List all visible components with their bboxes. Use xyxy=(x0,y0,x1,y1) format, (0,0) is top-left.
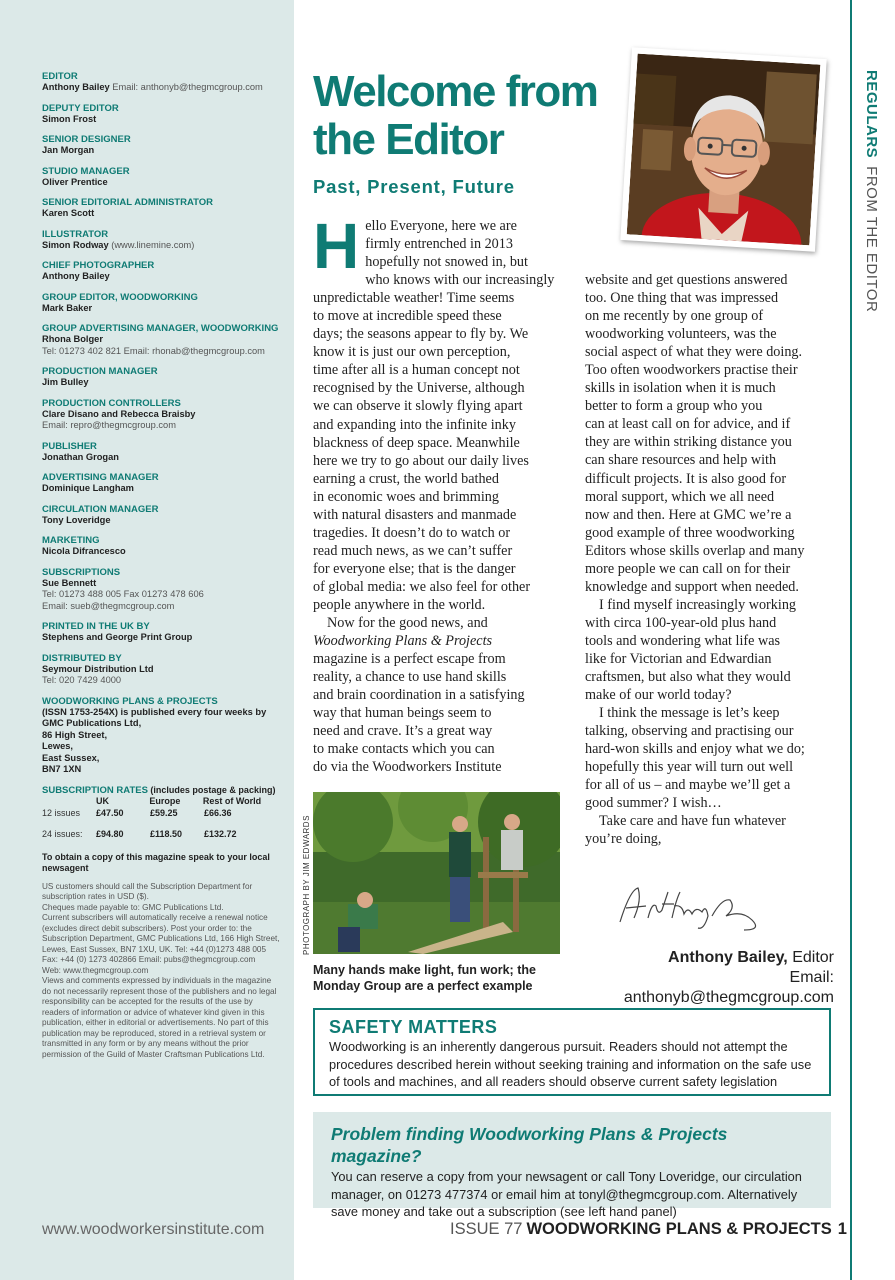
page-number: 1 xyxy=(837,1220,847,1238)
staff-line xyxy=(42,675,282,687)
staff-role: DISTRIBUTED BY xyxy=(42,652,122,664)
staff-entry xyxy=(42,398,282,432)
text-line: talking, observing and practising our xyxy=(585,723,794,740)
text-line: like for Victorian and Edwardian xyxy=(585,650,772,667)
staff-line xyxy=(42,546,282,558)
article-paragraph xyxy=(585,271,832,596)
small-print xyxy=(42,882,282,1061)
staff-line xyxy=(42,730,282,742)
rate-value: £118.50 xyxy=(150,828,183,839)
staff-line xyxy=(42,177,282,189)
masthead-panel xyxy=(0,0,294,1280)
text-line: social aspect of what they were doing. xyxy=(585,344,803,361)
small-print-web: Web: www.thegmcgroup.com xyxy=(42,965,149,975)
staff-entry xyxy=(42,696,282,776)
article-column-2 xyxy=(585,271,832,849)
article-paragraph xyxy=(585,704,832,812)
text-line: Editors whose skills overlap and many xyxy=(585,542,805,559)
article-paragraph xyxy=(585,812,832,848)
staff-role: STUDIO MANAGER xyxy=(42,165,130,177)
editor-portrait-image xyxy=(627,54,821,246)
staff-entry xyxy=(42,621,282,644)
staff-line xyxy=(42,114,282,126)
staff-line xyxy=(42,632,282,644)
staff-name: Mark Baker xyxy=(42,302,93,313)
staff-role: ILLUSTRATOR xyxy=(42,228,109,240)
signoff-role: Editor xyxy=(787,949,834,966)
staff-role: CIRCULATION MANAGER xyxy=(42,503,159,515)
staff-line xyxy=(42,578,282,590)
text-line: firmly entrenched in 2013 xyxy=(365,236,513,253)
safety-box xyxy=(313,1008,831,1096)
staff-entry xyxy=(42,292,282,315)
staff-name: East Sussex, xyxy=(42,752,100,763)
section-tab-bold: REGULARS xyxy=(863,70,880,159)
text-line: woodworking volunteers, was the xyxy=(585,326,777,343)
issue-number: ISSUE 77 xyxy=(450,1220,523,1238)
staff-line xyxy=(42,271,282,283)
promo-text: You can reserve a copy from your newsagent or call Tony Loveridge, our circulation manager, on 01273 477374 or email him at tonyl@thegmcgroup.com. Alternatively save money and take out a subscription (see left hand panel) xyxy=(331,1169,802,1219)
section-tab xyxy=(852,0,895,340)
promo-title: Problem finding Woodworking Plans & Projects magazine? xyxy=(331,1124,728,1166)
article-paragraph xyxy=(585,596,832,704)
text-line: you’re doing, xyxy=(585,831,662,848)
text-line: knowledge and support when needed. xyxy=(585,578,799,595)
text-line: reality, a chance to use hand skills xyxy=(313,669,507,686)
staff-line xyxy=(42,452,282,464)
rates-header-europe: Europe xyxy=(149,795,181,806)
staff-name: Tony Loveridge xyxy=(42,514,111,525)
staff-role: GROUP EDITOR, WOODWORKING xyxy=(42,291,198,303)
staff-role: DEPUTY EDITOR xyxy=(42,102,119,114)
staff-role: PRODUCTION MANAGER xyxy=(42,366,158,377)
staff-line xyxy=(42,82,282,94)
staff-contact: Tel: 01273 402 821 Email: rhonab@thegmcgroup.com xyxy=(42,345,265,356)
group-photo-image xyxy=(313,792,560,954)
staff-role: PRODUCTION CONTROLLERS xyxy=(42,397,181,409)
subscription-rates xyxy=(42,785,282,874)
staff-entry xyxy=(42,366,282,389)
text-line: ello Everyone, here we are xyxy=(365,218,517,234)
text-line: who knows with our increasingly xyxy=(365,272,555,289)
rates-header-row: Rest of World xyxy=(202,795,262,806)
staff-entry xyxy=(42,472,282,495)
staff-name: Rhona Bolger xyxy=(42,334,103,344)
small-print-us: US customers should call the Subscription Department for subscription rates in USD ($). xyxy=(42,881,253,901)
text-line: tools and wondering what life was xyxy=(585,632,781,649)
text-line: we can observe it slowly flying apart xyxy=(313,398,523,415)
rates-header-uk: UK xyxy=(96,795,109,806)
small-print-renewal: Current subscribers will automatically receive a renewal notice (excludes direct debit subscribers). Post your order to: the Subscription Department, GMC Publications Ltd, 166 High Street, Lewes, East Sussex, BN7 1XU, UK. Tel: +44 (0)1273 488 005 Fax: +44 (0) 1273 402866 Email: pubs@thegmcgroup.com xyxy=(42,913,280,964)
staff-line xyxy=(42,420,282,432)
staff-line xyxy=(42,334,282,346)
copy-note: To obtain a copy of this magazine speak to your local newsagent xyxy=(42,851,270,873)
text-line: way that human beings seem to xyxy=(313,705,492,722)
rates-row-label: 12 issues xyxy=(42,807,81,818)
page-footer xyxy=(450,1220,847,1239)
text-line: unpredictable weather! Time seems xyxy=(313,290,515,307)
text-line: people anywhere in the world. xyxy=(313,596,486,613)
staff-entry xyxy=(42,504,282,527)
text-line: need and crave. It’s a great way xyxy=(313,723,493,740)
staff-role: GROUP ADVERTISING MANAGER, WOODWORKING xyxy=(42,323,279,334)
staff-line xyxy=(42,589,282,601)
editor-signature xyxy=(612,870,772,940)
text-line: hard-won skills and enjoy what we do; xyxy=(585,741,805,758)
staff-name: Sue Bennett xyxy=(42,577,97,588)
staff-name: Anthony Bailey xyxy=(42,271,110,281)
staff-contact: Tel: 020 7429 4000 xyxy=(42,675,122,685)
text-line: for all of us – and maybe we’ll get a xyxy=(585,777,791,794)
staff-name: Simon Frost xyxy=(42,113,97,124)
text-line: hopefully not snowed in, but xyxy=(365,254,528,271)
text-line: moral support, which we all need xyxy=(585,488,775,505)
small-print-cheques: Cheques made payable to: GMC Publications Ltd. xyxy=(42,902,224,912)
staff-line xyxy=(42,601,282,613)
drop-cap: H xyxy=(313,210,360,282)
staff-name: 86 High Street, xyxy=(42,729,108,740)
text-line: to make contacts which you can xyxy=(313,741,495,758)
text-line: recognised by the Universe, although xyxy=(313,380,525,397)
text-line: for everyone else; that is the danger xyxy=(313,560,516,577)
text-line: skills in isolation when it is much xyxy=(585,380,776,397)
text-line: blackness of deep space. Meanwhile xyxy=(313,434,520,451)
staff-name: Jan Morgan xyxy=(42,145,95,155)
text-line: of global media: we also feel for other xyxy=(313,578,531,595)
text-line: better to form a group who you xyxy=(585,398,763,415)
editor-signoff xyxy=(585,948,834,1008)
text-line: difficult projects. It is also good for xyxy=(585,470,787,487)
rates-note: (includes postage & packing) xyxy=(147,784,276,795)
staff-entry xyxy=(42,166,282,189)
text-line: to move at incredible speed these xyxy=(313,308,502,325)
text-line: and brain coordination in a satisfying xyxy=(313,687,525,704)
staff-contact: Email: sueb@thegmcgroup.com xyxy=(42,600,175,611)
staff-role: MARKETING xyxy=(42,535,100,546)
staff-name: Oliver Prentice xyxy=(42,176,108,187)
staff-role: PRINTED IN THE UK BY xyxy=(42,621,150,632)
photo-credit: PHOTOGRAPH BY JIM EDWARDS xyxy=(302,815,311,955)
safety-text: Woodworking is an inherently dangerous pursuit. Readers should not attempt the procedures described herein without seeking training and information on the safe use of tools and machines, and all readers should observe current safety legislation xyxy=(329,1039,812,1089)
staff-role: EDITOR xyxy=(42,71,78,82)
text-line: in economic woes and brimming xyxy=(313,488,499,505)
photo-caption: Many hands make light, fun work; the Monday Group are a perfect example xyxy=(313,963,536,993)
staff-name: Karen Scott xyxy=(42,208,95,218)
text-line: days; the seasons appear to fly by. We xyxy=(313,326,529,343)
staff-role: WOODWORKING PLANS & PROJECTS xyxy=(42,695,218,707)
text-line: now and then. Here at GMC we’re a xyxy=(585,506,792,523)
text-line: hopefully this year will turn out well xyxy=(585,759,794,776)
text-line: with circa 100-year-old plus hand xyxy=(585,614,777,631)
staff-line xyxy=(42,707,282,719)
staff-role: CHIEF PHOTOGRAPHER xyxy=(42,260,155,271)
staff-entry xyxy=(42,567,282,613)
staff-name: (ISSN 1753-254X) is published every four weeks by xyxy=(42,706,267,717)
staff-name: Clare Disano and Rebecca Braisby xyxy=(42,408,196,419)
text-line: good example of three woodworking xyxy=(585,524,795,541)
staff-contact: (www.linemine.com) xyxy=(108,239,195,250)
staff-line xyxy=(42,483,282,495)
staff-line xyxy=(42,240,282,252)
rate-value: £94.80 xyxy=(96,828,124,839)
rate-value: £47.50 xyxy=(96,807,124,818)
staff-entry xyxy=(42,103,282,126)
staff-entry xyxy=(42,197,282,220)
text-line: make of our world today? xyxy=(585,687,732,704)
text-line: Now for the good news, and xyxy=(327,615,488,632)
staff-role: SENIOR EDITORIAL ADMINISTRATOR xyxy=(42,197,214,208)
promo-box xyxy=(313,1112,831,1219)
article-column-1 xyxy=(313,210,558,776)
text-line: website and get questions answered xyxy=(585,272,788,288)
text-line: I think the message is let’s keep xyxy=(599,705,780,722)
text-line: good summer? I wish… xyxy=(585,795,722,812)
staff-entry xyxy=(42,323,282,357)
text-line: tragedies. It doesn’t do to watch or xyxy=(313,524,511,541)
staff-entry xyxy=(42,260,282,283)
staff-role: ADVERTISING MANAGER xyxy=(42,472,159,483)
text-line: know it is just our own perception, xyxy=(313,344,511,361)
staff-line xyxy=(42,409,282,421)
rates-row-12 xyxy=(42,808,282,819)
rates-title: SUBSCRIPTION RATES xyxy=(42,784,148,796)
staff-line xyxy=(42,346,282,358)
staff-entry xyxy=(42,441,282,464)
staff-name: Nicola Difrancesco xyxy=(42,546,126,556)
staff-line xyxy=(42,515,282,527)
rate-value: £132.72 xyxy=(204,828,237,839)
signature-image xyxy=(612,870,772,940)
text-line: with natural disasters and manmade xyxy=(313,506,517,523)
group-photo xyxy=(313,792,560,954)
website-link[interactable]: www.woodworkersinstitute.com xyxy=(42,1221,265,1238)
staff-role: SENIOR DESIGNER xyxy=(42,134,131,145)
staff-entry xyxy=(42,535,282,558)
staff-line xyxy=(42,741,282,753)
magazine-title-italic: Woodworking Plans & Projects xyxy=(313,633,493,650)
text-line: more people we can call on for their xyxy=(585,560,791,577)
staff-name: Dominique Langham xyxy=(42,483,134,493)
staff-name: Jim Bulley xyxy=(42,377,89,387)
staff-entry xyxy=(42,229,282,252)
staff-line xyxy=(42,718,282,730)
text-line: Take care and have fun whatever xyxy=(599,813,786,830)
section-tab-rest: FROM THE EDITOR xyxy=(863,166,880,313)
staff-line xyxy=(42,764,282,776)
staff-line xyxy=(42,753,282,765)
staff-contact: Email: anthonyb@thegmcgroup.com xyxy=(109,82,263,92)
text-line: can share resources and help with xyxy=(585,452,777,469)
staff-name: Simon Rodway xyxy=(42,239,109,250)
text-line: I find myself increasingly working xyxy=(599,596,797,613)
rates-row-label: 24 issues: xyxy=(42,828,83,839)
staff-line xyxy=(42,145,282,157)
rate-value: £66.36 xyxy=(204,807,232,818)
staff-name: Lewes, xyxy=(42,741,74,751)
staff-list xyxy=(42,71,282,776)
staff-contact: Email: repro@thegmcgroup.com xyxy=(42,420,176,430)
text-line: they are within striking distance you xyxy=(585,434,792,451)
staff-name: Stephens and George Print Group xyxy=(42,632,193,642)
staff-line xyxy=(42,664,282,676)
staff-role: PUBLISHER xyxy=(42,440,97,452)
staff-entry xyxy=(42,71,282,94)
staff-entry xyxy=(42,134,282,157)
signoff-email[interactable]: Email: anthonyb@thegmcgroup.com xyxy=(623,969,834,1006)
staff-entry xyxy=(42,653,282,687)
staff-line xyxy=(42,377,282,389)
text-line: earning a crust, the world bathed xyxy=(313,470,499,487)
staff-name: GMC Publications Ltd, xyxy=(42,718,142,728)
text-line: Too often woodworkers practise their xyxy=(585,362,798,379)
page-title: Welcome from the Editor xyxy=(313,67,598,164)
staff-line xyxy=(42,208,282,220)
staff-name: Jonathan Grogan xyxy=(42,451,119,462)
editor-portrait xyxy=(620,47,826,252)
article-paragraph xyxy=(313,614,558,776)
text-line: here we try to go about our daily lives xyxy=(313,452,529,469)
text-line: time after all is a human concept not xyxy=(313,362,520,379)
rate-value: £59.25 xyxy=(150,807,178,818)
text-line: too. One thing that was impressed xyxy=(585,290,779,307)
rates-row-24 xyxy=(42,829,282,840)
text-line: do via the Woodworkers Institute xyxy=(313,759,502,776)
staff-role: SUBSCRIPTIONS xyxy=(42,566,121,578)
small-print-disclaimer: Views and comments expressed by individuals in the magazine do not necessarily represent those of the publishers and no legal responsibility can be accepted for the results of the use by readers of information or advice of whatever kind given in this publication, either in editorial or advertisements. No part of this publication may be reproduced, stored in a retrieval system or transmitted in any form or by any means without the prior permission of the Guild of Master Craftsman Publications Ltd. xyxy=(42,976,277,1059)
safety-title: SAFETY MATTERS xyxy=(329,1017,498,1037)
text-line: read much news, as we can’t suffer xyxy=(313,542,513,559)
staff-name: Anthony Bailey xyxy=(42,82,110,92)
text-line: on me recently by one group of xyxy=(585,308,764,325)
staff-line xyxy=(42,303,282,315)
text-line: craftsmen, but also what they would xyxy=(585,669,791,686)
text-line: magazine is a perfect escape from xyxy=(313,651,506,668)
publication-name: WOODWORKING PLANS & PROJECTS xyxy=(526,1220,832,1238)
page-subtitle: Past, Present, Future xyxy=(313,176,515,197)
masthead-content xyxy=(42,71,282,1060)
text-line: and expanding into the infinite inky xyxy=(313,416,516,433)
signoff-name: Anthony Bailey, xyxy=(668,949,788,966)
staff-name: Seymour Distribution Ltd xyxy=(42,663,154,674)
staff-name: BN7 1XN xyxy=(42,764,82,774)
text-line: can at least call on for advice, and if xyxy=(585,416,791,433)
staff-contact: Tel: 01273 488 005 Fax 01273 478 606 xyxy=(42,589,204,599)
